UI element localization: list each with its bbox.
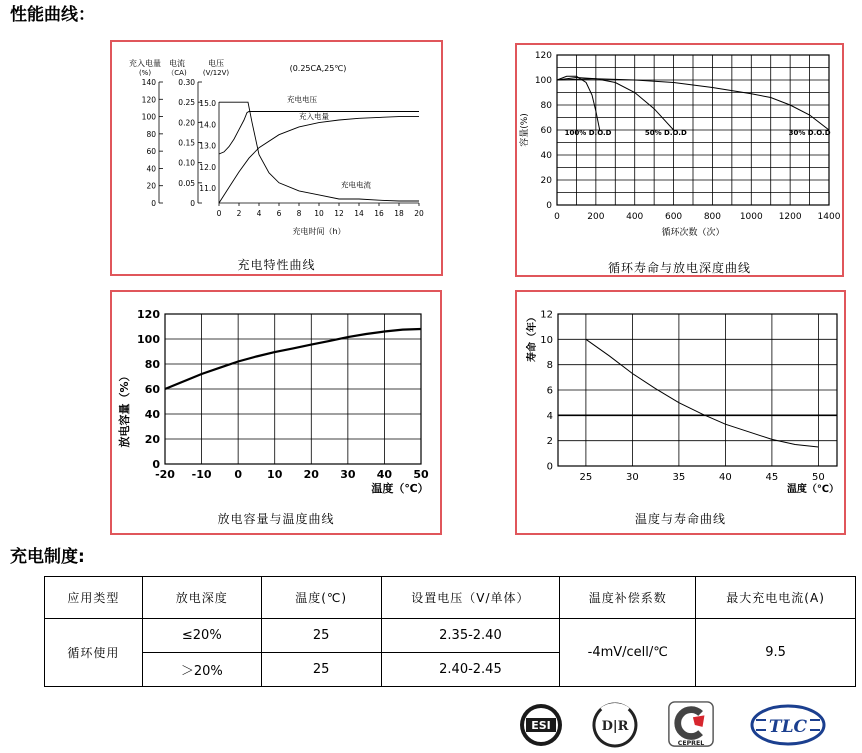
y-tick-label: 0.30 xyxy=(178,78,195,87)
x-tick-label: 50 xyxy=(413,468,429,481)
tlc-logo-text: TLC xyxy=(768,717,808,737)
table-header-row xyxy=(45,577,856,619)
header-temperature: 温度(℃) xyxy=(261,577,381,619)
y-tick-label: 0.20 xyxy=(178,118,195,128)
y-tick-label: 0 xyxy=(190,199,195,208)
y-tick-label: 0 xyxy=(546,461,553,473)
y-tick-label: 20 xyxy=(144,432,160,446)
axis-header: 电流 xyxy=(169,59,185,68)
x-tick-label: 14 xyxy=(354,209,364,218)
cycle-life-panel xyxy=(515,43,844,277)
y-tick-label: 10 xyxy=(540,334,553,346)
y-tick-label: 4 xyxy=(546,410,553,422)
series-label: 充电电压 xyxy=(287,94,317,104)
x-tick-label: 30 xyxy=(340,468,356,481)
x-axis-label: 充电时间（h） xyxy=(292,227,346,236)
capacity-temperature-panel xyxy=(110,290,442,535)
x-tick-label: 1400 xyxy=(817,212,841,222)
x-tick-label: 45 xyxy=(765,472,779,483)
dhr-logo-icon xyxy=(590,700,640,750)
x-tick-label: 4 xyxy=(256,209,262,218)
y-tick-label: 40 xyxy=(540,151,552,162)
y-axis-label: 容量(%) xyxy=(520,113,530,147)
charging-section-title: 充电制度: xyxy=(10,547,85,567)
compensation-cell: -4mV/cell/℃ xyxy=(560,619,696,687)
temperature-cell: 25 xyxy=(261,619,381,653)
y-tick-label: 20 xyxy=(146,181,156,191)
series-line xyxy=(219,117,419,203)
x-tick-label: 6 xyxy=(276,209,282,218)
y-axis-label: 放电容量（%） xyxy=(118,370,131,448)
chart-caption: 放电容量与温度曲线 xyxy=(217,512,335,526)
y-tick-label: 100 xyxy=(534,76,552,87)
capacity-temperature-chart xyxy=(112,292,440,533)
x-tick-label: 2 xyxy=(236,209,242,218)
y-tick-label: 0.25 xyxy=(178,98,195,108)
x-tick-label: 1000 xyxy=(739,212,763,222)
voltage-cell: 2.40-2.45 xyxy=(381,653,560,687)
y-tick-label: 13.0 xyxy=(199,141,216,151)
application-type-cell: 循环使用 xyxy=(45,619,143,687)
depth-cell: ＞20% xyxy=(142,653,261,687)
series-label: 100% D.O.D xyxy=(564,129,612,137)
y-tick-label: 0 xyxy=(152,457,160,471)
y-tick-label: 60 xyxy=(144,382,160,396)
y-tick-label: 0 xyxy=(151,199,156,208)
x-tick-label: 10 xyxy=(314,209,324,218)
y-tick-label: 0 xyxy=(546,201,552,212)
y-tick-label: 80 xyxy=(540,101,552,112)
x-tick-label: 1200 xyxy=(778,212,802,222)
x-axis-label: 温度（℃） xyxy=(786,484,840,495)
y-tick-label: 12 xyxy=(540,309,553,321)
table-row xyxy=(45,619,856,653)
header-discharge-depth: 放电深度 xyxy=(142,577,261,619)
series-label: 50% D.O.D xyxy=(644,129,687,137)
series-label: 充入电量 xyxy=(299,112,329,122)
axis-unit: (%) xyxy=(138,69,152,77)
header-temp-compensation: 温度补偿系数 xyxy=(560,577,696,619)
y-tick-label: 140 xyxy=(141,78,156,87)
x-tick-label: 600 xyxy=(664,212,683,222)
axis-header: 充入电量 xyxy=(129,59,161,68)
temperature-life-panel xyxy=(515,290,846,535)
series-label: 30% D.O.D xyxy=(788,129,831,137)
y-tick-label: 14.0 xyxy=(199,120,216,130)
x-tick-label: 10 xyxy=(267,468,283,481)
axis-header: 电压 xyxy=(208,59,224,68)
voltage-cell: 2.35-2.40 xyxy=(381,619,560,653)
x-tick-label: -10 xyxy=(191,468,212,481)
y-tick-label: 0.15 xyxy=(178,138,195,148)
x-tick-label: 18 xyxy=(394,209,404,218)
x-tick-label: 30 xyxy=(626,472,639,483)
temperature-cell: 25 xyxy=(261,653,381,687)
x-tick-label: 40 xyxy=(376,468,393,481)
x-tick-label: 25 xyxy=(579,472,593,483)
y-tick-label: 80 xyxy=(144,357,160,371)
esi-logo-icon xyxy=(516,700,566,750)
ceprel-logo-icon xyxy=(665,700,717,750)
x-tick-label: -20 xyxy=(155,468,175,481)
x-tick-label: 0 xyxy=(554,212,560,222)
y-tick-label: 15.0 xyxy=(199,99,216,108)
series-line xyxy=(165,329,421,389)
x-axis-label: 温度（℃） xyxy=(371,482,429,495)
x-tick-label: 0 xyxy=(216,209,222,218)
y-tick-label: 120 xyxy=(137,307,160,321)
x-tick-label: 16 xyxy=(374,209,384,218)
series-label: 充电电流 xyxy=(341,180,371,190)
temperature-life-chart xyxy=(517,292,844,533)
y-tick-label: 0.10 xyxy=(178,158,195,168)
charging-spec-table xyxy=(44,576,856,687)
x-tick-label: 12 xyxy=(334,209,344,218)
x-tick-label: 8 xyxy=(296,209,302,218)
depth-cell: ≤20% xyxy=(142,619,261,653)
dhr-logo-text: D|R xyxy=(601,719,629,734)
axis-unit: (V/12V) xyxy=(202,69,230,77)
series-line xyxy=(586,339,819,447)
y-tick-label: 100 xyxy=(141,112,156,122)
max-current-cell: 9.5 xyxy=(696,619,856,687)
header-set-voltage: 设置电压（V/单体） xyxy=(381,577,560,619)
y-tick-label: 120 xyxy=(141,95,156,105)
x-tick-label: 40 xyxy=(719,472,732,483)
y-tick-label: 100 xyxy=(137,332,160,346)
x-tick-label: 20 xyxy=(303,468,319,481)
chart-condition: (0.25CA,25℃) xyxy=(289,64,347,73)
y-tick-label: 11.0 xyxy=(199,184,216,193)
x-tick-label: 50 xyxy=(812,472,825,483)
tlc-logo-icon xyxy=(748,700,828,750)
y-axis-label: 寿命（年） xyxy=(527,312,538,362)
y-tick-label: 6 xyxy=(546,385,553,397)
y-tick-label: 60 xyxy=(146,147,156,157)
series-line xyxy=(557,76,600,130)
curves-section-title: 性能曲线： xyxy=(10,5,95,25)
chart-caption: 循环寿命与放电深度曲线 xyxy=(607,261,751,275)
cycle-life-chart xyxy=(517,45,842,275)
x-tick-label: 35 xyxy=(672,472,686,483)
x-axis-label: 循环次数（次） xyxy=(661,228,725,238)
y-tick-label: 40 xyxy=(146,164,156,174)
chart-caption: 温度与寿命曲线 xyxy=(634,512,726,526)
x-tick-label: 20 xyxy=(414,209,424,218)
y-tick-label: 80 xyxy=(146,129,156,139)
y-tick-label: 20 xyxy=(540,176,552,187)
header-application-type: 应用类型 xyxy=(45,577,143,619)
y-tick-label: 60 xyxy=(540,126,552,137)
y-tick-label: 40 xyxy=(144,407,160,421)
x-tick-label: 400 xyxy=(626,212,644,222)
charge-characteristics-chart xyxy=(112,42,441,274)
x-tick-label: 200 xyxy=(587,212,605,222)
y-tick-label: 0.05 xyxy=(178,178,195,188)
charge-characteristics-panel xyxy=(110,40,443,276)
x-tick-label: 0 xyxy=(234,468,242,481)
esi-logo-text: ESI xyxy=(531,719,551,732)
x-tick-label: 800 xyxy=(703,212,722,222)
y-tick-label: 2 xyxy=(546,436,553,448)
y-tick-label: 12.0 xyxy=(199,162,216,172)
y-tick-label: 8 xyxy=(546,360,553,372)
y-tick-label: 120 xyxy=(534,51,552,62)
chart-caption: 充电特性曲线 xyxy=(237,258,316,272)
header-max-current: 最大充电电流(A) xyxy=(696,577,856,619)
axis-unit: （CA) xyxy=(167,69,187,77)
ceprel-logo-text: CEPREL xyxy=(677,740,705,748)
